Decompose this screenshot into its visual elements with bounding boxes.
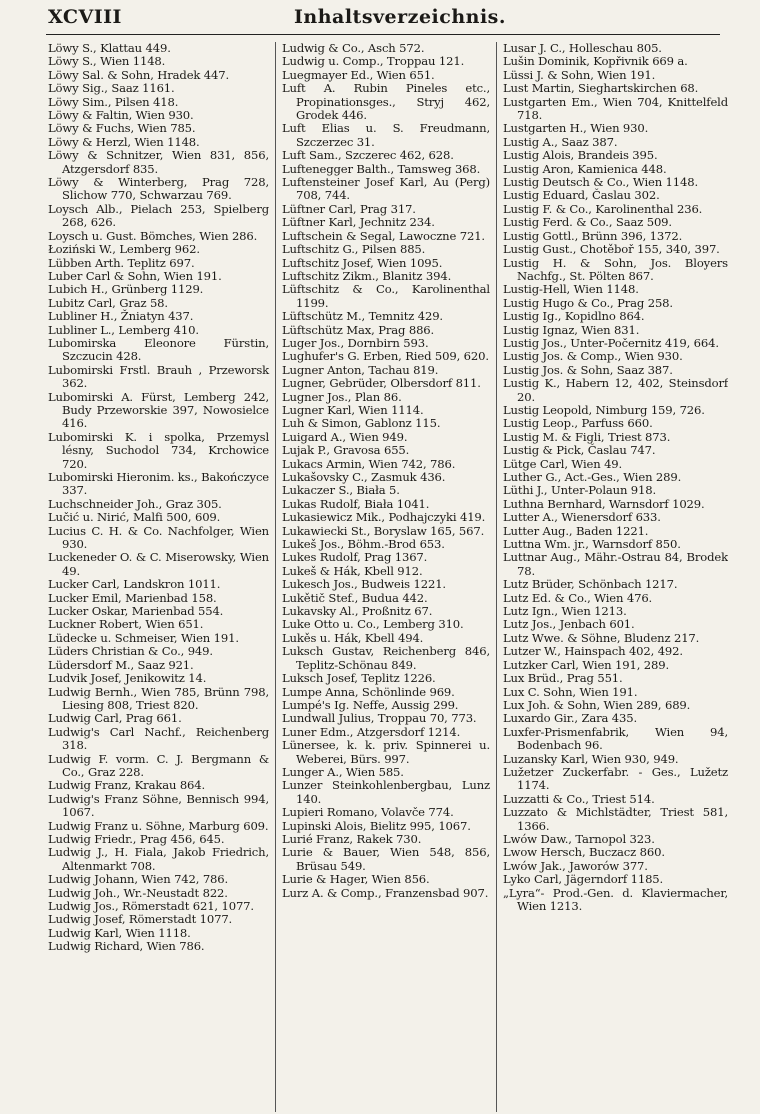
index-entry: Ludvik Josef, Jenikowitz 14. [48,671,207,686]
index-entry: Lubliner L., Lemberg 410. [48,322,199,337]
index-entry: Lunzer Steinkohlenbergbau, Lunz 140. [282,778,490,806]
index-entry: Ludwig & Co., Asch 572. [282,42,425,55]
index-entry: Lukawiecki St., Boryslaw 165, 567. [282,523,485,538]
header-rule [46,34,720,35]
index-entry: Ludwig Franz u. Söhne, Marburg 609. [48,818,269,833]
index-entry: Luft Elias u. S. Freudmann, Szczerzec 31. [282,121,490,149]
index-entry: Lustig Ig., Kopidlno 864. [503,309,645,324]
index-entry: Ludwig Josef, Römerstadt 1077. [48,912,233,927]
index-entry: Lustgarten Em., Wien 704, Knittelfeld 718. [503,94,728,123]
index-entry: Luh & Simon, Gablonz 115. [282,416,441,431]
index-entry: Lustig Eduard, Časlau 302. [503,188,660,203]
index-entry: Luksch Josef, Teplitz 1226. [282,671,436,686]
index-entry: Lustig A., Saaz 387. [503,134,618,149]
index-entry: Lustig K., Habern 12, 402, Steinsdorf 20. [503,376,728,404]
index-entry: Ludwig Bernh., Wien 785, Brünn 798, Liesing 808, Triest 820. [48,684,269,712]
index-entry: Lusar J. C., Holleschau 805. [503,42,662,55]
index-entry: Lustig Alois, Brandeis 395. [503,148,658,163]
index-entry: Lukěs u. Hák, Kbell 494. [282,630,424,645]
index-entry: Löwy & Faltin, Wien 930. [48,108,194,123]
index-entry: Ludwig Johann, Wien 742, 786. [48,872,229,887]
index-entry: Luzansky Karl, Wien 930, 949. [503,751,679,766]
index-entry: Lüftner Carl, Prag 317. [282,201,416,216]
index-entry: Lugner Jos., Plan 86. [282,389,402,404]
index-entry: Lubitz Carl, Graz 58. [48,295,168,310]
index-entry: Luttna Wm. jr., Warnsdorf 850. [503,537,681,552]
index-entry: Lux Brüd., Prag 551. [503,671,623,686]
index-entry: Lux Joh. & Sohn, Wien 289, 689. [503,697,691,712]
index-entry: Luftenegger Balth., Tamsweg 368. [282,161,481,176]
index-entry: Luft Sam., Szczerec 462, 628. [282,148,454,163]
index-entry: Lugner Anton, Tachau 819. [282,362,439,377]
index-entry: Lutter A., Wienersdorf 633. [503,510,661,525]
index-entry: Lucker Emil, Marienbad 158. [48,590,217,605]
index-entry: Lučić u. Nirić, Malfi 500, 609. [48,510,221,525]
index-entry: Lyko Carl, Jägerndorf 1185. [503,872,664,887]
index-entry: Luftschitz Zikm., Blanitz 394. [282,268,452,283]
index-entry: Loysch Alb., Pielach 253, Spielberg 268, 626. [48,201,269,230]
index-entry: Lurié Franz, Rakek 730. [282,831,422,846]
index-entry: Ludwig Joh., Wr.-Neustadt 822. [48,885,228,900]
index-entry: Lutz Ign., Wien 1213. [503,604,627,619]
index-entry: Lurie & Bauer, Wien 548, 856, Brüsau 549. [282,845,490,873]
index-entry: Luner Edm., Atzgersdorf 1214. [282,724,461,739]
index-entry: Lustig & Pick, Časlau 747. [503,443,656,458]
index-column-2 [275,42,496,1112]
index-entry: Luxfer-Prismenfabrik, Wien 94, Bodenbach 96. [503,724,728,753]
index-entry: Lustig H. & Sohn, Jos. Bloyers Nachfg., St. Pölten 867. [503,255,728,283]
index-entry: Lukasiewicz Mik., Podhajczyki 419. [282,510,486,525]
page-title: Inhaltsverzeichnis. [294,6,506,28]
index-entry: Luber Carl & Sohn, Wien 191. [48,268,222,283]
index-entry: Lüftschitz & Co., Karolinenthal 1199. [282,282,490,310]
index-entry: Lucker Carl, Landskron 1011. [48,577,221,592]
index-entry: Löwy S., Klattau 449. [48,42,171,55]
index-entry: Lubliner H., Žniatyn 437. [48,309,194,324]
index-entry: Luksch Gustav, Reichenberg 846, Teplitz-Schönau 849. [282,644,490,672]
index-entry: Löwy Sal. & Sohn, Hradek 447. [48,67,230,82]
index-entry: Lustig Jos., Unter-Počernitz 419, 664. [503,335,719,350]
index-entry: Luther G., Act.-Ges., Wien 289. [503,470,682,484]
index-entry: Ludwig Karl, Wien 1118. [48,925,191,940]
index-entry: Luxardo Gir., Zara 435. [503,711,638,726]
index-entry: Löwy S., Wien 1148. [48,54,166,69]
index-entry: Lukas Rudolf, Biała 1041. [282,496,430,511]
index-entry: Lutzer W., Hainspach 402, 492. [503,644,683,659]
index-entry: Lüdersdorf M., Saaz 921. [48,657,194,672]
index-entry: Lukeš Jos., Böhm.-Brod 653. [282,537,445,552]
index-entry: Lüftner Karl, Jechnitz 234. [282,215,435,230]
index-entry: Löwy Sig., Saaz 1161. [48,81,175,96]
index-entry: Lukacs Armin, Wien 742, 786. [282,456,456,471]
index-entry: Lušin Dominik, Kopřivnik 669 a. [503,54,688,69]
index-entry: Lubomirski Frstl. Brauh , Przeworsk 362. [48,362,269,391]
index-column-1 [48,42,275,1112]
index-entry: Luigard A., Wien 949. [282,429,408,444]
index-entry: Lustig Ignaz, Wien 831. [503,322,640,337]
index-entry: Lurz A. & Comp., Franzensbad 907. [282,885,489,900]
index-entry: Lukavsky Al., Proßnitz 67. [282,604,433,619]
index-entry: Lubomirska Eleonore Fürstin, Szczucin 428. [48,335,269,364]
index-entry: Lütge Carl, Wien 49. [503,456,623,471]
index-entry: Luegmayer Ed., Wien 651. [282,67,435,82]
index-entry: Luthna Bernhard, Warnsdorf 1029. [503,496,705,511]
index-entry: Loysch u. Gust. Bömches, Wien 286. [48,228,258,243]
index-entry: Lupieri Romano, Volavče 774. [282,805,454,820]
index-entry: Luckeneder O. & C. Miserowsky, Wien 49. [48,550,269,578]
index-entry: Ludwig Richard, Wien 786. [48,939,205,954]
index-entry: Luger Jos., Dornbirn 593. [282,335,429,350]
index-entry: Lüftschütz M., Temnitz 429. [282,309,443,324]
index-entry: Ludwig J., H. Fiala, Jakob Friedrich, Altenmarkt 708. [48,845,269,873]
index-entry: Luftensteiner Josef Karl, Au (Perg) 708, 744. [282,175,490,203]
index-entry: Lustgarten H., Wien 930. [503,121,649,136]
index-entry: Lustig Aron, Kamienica 448. [503,161,667,176]
index-entry: Lukašovsky C., Zasmuk 436. [282,470,446,484]
index-entry: Lustig Gottl., Brünn 396, 1372. [503,228,683,243]
index-entry: Lujak P., Gravosa 655. [282,443,410,458]
index-entry: Lubomirski A. Fürst, Lemberg 242, Budy Przeworskie 397, Nowosielce 416. [48,389,269,431]
index-entry: Lutter Aug., Baden 1221. [503,523,649,538]
index-entry: Löwy & Herzl, Wien 1148. [48,134,200,149]
index-entry: Lutz Brüder, Schönbach 1217. [503,577,678,592]
index-entry: Lutzker Carl, Wien 191, 289. [503,657,669,672]
index-entry: Lutz Wwe. & Söhne, Bludenz 217. [503,630,700,645]
index-entry: Lumpe Anna, Schönlinde 969. [282,684,455,699]
index-entry: Lurie & Hager, Wien 856. [282,872,430,887]
index-entry: Ludwig Jos., Römerstadt 621, 1077. [48,899,254,913]
index-entry: Luttnar Aug., Mähr.-Ostrau 84, Brodek 78. [503,550,728,578]
index-entry: Lüdecke u. Schmeiser, Wien 191. [48,630,239,645]
index-entry: Lukesch Jos., Budweis 1221. [282,577,446,592]
index-entry: Ludwig's Carl Nachf., Reichenberg 318. [48,724,269,753]
index-entry: Luckner Robert, Wien 651. [48,617,204,632]
index-entry: Łoziński W., Lemberg 962. [48,242,200,257]
index-entry: Luftschitz Josef, Wien 1095. [282,255,443,270]
index-entry: Lutz Ed. & Co., Wien 476. [503,590,653,605]
index-entry: Lugner, Gebrüder, Olbersdorf 811. [282,376,481,391]
index-entry: Lustig Jos. & Sohn, Saaz 387. [503,362,673,377]
index-entry: Löwy & Winterberg, Prag 728, Slichow 770, Schwarzau 769. [48,175,269,203]
index-entry: Luchschneider Joh., Graz 305. [48,496,222,511]
index-entry: Lustig-Hell, Wien 1148. [503,282,639,297]
index-entry: Luftschitz G., Pilsen 885. [282,242,426,257]
index-entry: Lucius C. H. & Co. Nachfolger, Wien 930. [48,523,269,552]
index-entry: Löwy Sim., Pilsen 418. [48,94,179,109]
index-entry: Lubomirski Hieronim. ks., Bakończyce 337. [48,470,269,498]
page-number: XCVIII [48,6,122,28]
index-entry: Lutz Jos., Jenbach 601. [503,617,635,632]
index-entry: Ludwig Friedr., Prag 456, 645. [48,831,225,846]
index-entry: Lust Martin, Sieghartskirchen 68. [503,81,699,96]
index-entry: Löwy & Schnitzer, Wien 831, 856, Atzgersdorf 835. [48,148,269,176]
index-entry: Lustig Leopold, Nimburg 159, 726. [503,402,705,417]
index-entry: Lundwall Julius, Troppau 70, 773. [282,711,477,726]
index-entry: Lustig Leop., Parfuss 660. [503,416,653,431]
index-entry: Luftschein & Segal, Lawoczne 721. [282,228,485,243]
index-entry: Ludwig u. Comp., Troppau 121. [282,54,465,69]
index-columns [48,42,728,1112]
index-entry: Lukětič Stef., Budua 442. [282,590,428,605]
index-entry: Lustig Jos. & Comp., Wien 930. [503,349,683,364]
index-entry: Lüthi J., Unter-Polaun 918. [503,483,657,498]
index-entry: Ludwig Franz, Krakau 864. [48,778,206,793]
index-entry: Luft A. Rubin Pineles etc., Propinationsges., Stryj 462, Grodek 446. [282,81,490,123]
index-entry: Lüftschütz Max, Prag 886. [282,322,435,337]
index-entry: Ludwig Carl, Prag 661. [48,711,182,726]
index-entry: Lucker Oskar, Marienbad 554. [48,604,224,619]
index-entry: Lustig Ferd. & Co., Saaz 509. [503,215,672,230]
index-entry: Lustig F. & Co., Karolinenthal 236. [503,201,703,216]
index-entry: Lubomirski K. i spolka, Przemysl lésny, Suchodol 734, Krchowice 720. [48,429,269,471]
index-entry: Lwów Daw., Tarnopol 323. [503,831,655,846]
index-entry: Luzzato & Michlstädter, Triest 581, 1366. [503,805,728,833]
index-entry: Löwy & Fuchs, Wien 785. [48,121,196,136]
index-entry: Lukaczer S., Biała 5. [282,483,400,498]
index-column-3 [496,42,728,1112]
index-entry: Lustig Deutsch & Co., Wien 1148. [503,175,698,190]
index-entry: Luke Otto u. Co., Lemberg 310. [282,617,464,632]
index-entry: Lünersee, k. k. priv. Spinnerei u. Weberei, Bürs. 997. [282,738,490,766]
index-entry: Lüssi J. & Sohn, Wien 191. [503,67,656,82]
index-entry: Lumpé's Ig. Neffe, Aussig 299. [282,697,459,712]
index-entry: Ludwig's Franz Söhne, Bennisch 994, 1067. [48,791,269,820]
index-entry: Lunger A., Wien 585. [282,764,404,779]
index-entry: Luzzatti & Co., Triest 514. [503,791,655,806]
index-entry: Lwow Hersch, Buczacz 860. [503,845,665,860]
index-entry: Lugner Karl, Wien 1114. [282,402,424,417]
index-entry: Lukeš & Hák, Kbell 912. [282,563,423,578]
index-entry: Lübben Arth. Teplitz 697. [48,255,195,270]
index-entry: Lustig M. & Figli, Triest 873. [503,429,671,444]
index-entry: Lužetzer Zuckerfabr. - Ges., Lužetz 1174. [503,764,728,793]
index-entry: Lustig Hugo & Co., Prag 258. [503,295,673,310]
index-entry: Lupinski Alois, Bielitz 995, 1067. [282,818,471,833]
index-entry: Ludwig F. vorm. C. J. Bergmann & Co., Graz 228. [48,751,269,779]
index-entry: Lukes Rudolf, Prag 1367. [282,550,428,565]
index-entry: Lwów Jak., Jaworów 377. [503,858,648,873]
index-entry: Lubich H., Grünberg 1129. [48,282,204,297]
index-entry: Lux C. Sohn, Wien 191. [503,684,638,699]
index-entry: Lughufer's G. Erben, Ried 509, 620. [282,349,489,364]
index-entry: Lüders Christian & Co., 949. [48,644,213,659]
index-entry: „Lyra“- Prod.-Gen. d. Klaviermacher, Wien 1213. [503,885,728,913]
index-entry: Lustig Gust., Chotěboř 155, 340, 397. [503,242,720,257]
